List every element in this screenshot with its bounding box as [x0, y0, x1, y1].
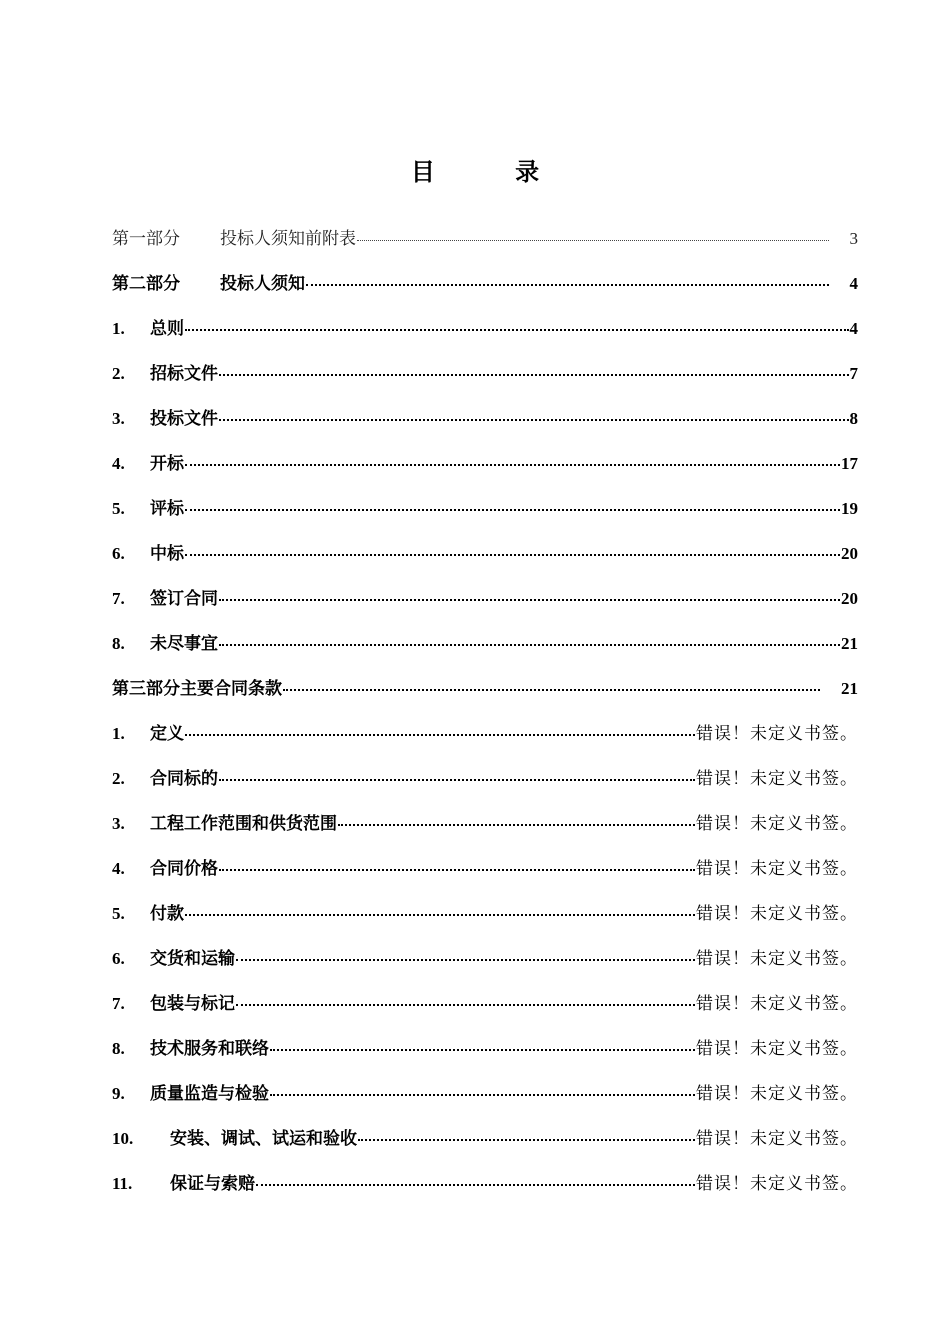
bookmark-error: 错误！未定义书签。: [696, 859, 858, 879]
entry-title: 安装、调试、试运和验收: [170, 1129, 357, 1149]
entry-number: 4.: [112, 454, 125, 473]
toc-part1[interactable]: [112, 224, 858, 269]
page-title: [0, 152, 950, 187]
toc-entry[interactable]: [112, 719, 858, 764]
entry-title: 工程工作范围和供货范围: [150, 814, 337, 834]
dot-leader: [283, 689, 820, 691]
part-label: 第二部分: [112, 274, 180, 294]
part-title: 第三部分主要合同条款: [112, 679, 282, 699]
toc-entry[interactable]: [112, 854, 858, 899]
dot-leader: [219, 599, 840, 601]
dot-leader: [219, 374, 849, 376]
bookmark-error: 错误！未定义书签。: [696, 814, 858, 834]
dot-leader: [185, 914, 695, 916]
entry-number: 2.: [112, 364, 125, 383]
table-of-contents: [112, 224, 858, 1214]
entry-title: 未尽事宜: [150, 634, 218, 654]
toc-entry[interactable]: [112, 1124, 858, 1169]
dot-leader: [338, 824, 695, 826]
entry-title: 包装与标记: [150, 994, 235, 1014]
toc-entry[interactable]: [112, 944, 858, 989]
dot-leader: [219, 779, 695, 781]
dot-leader: [185, 509, 840, 511]
entry-title: 中标: [150, 544, 184, 564]
entry-number: 10.: [112, 1129, 134, 1148]
entry-title: 技术服务和联络: [150, 1039, 269, 1059]
title-char-1: 目: [410, 157, 435, 186]
toc-entry[interactable]: [112, 1034, 858, 1079]
entry-title: 签订合同: [150, 589, 218, 609]
entry-number: 3.: [112, 814, 125, 833]
page-number: 20: [841, 544, 858, 563]
bookmark-error: 错误！未定义书签。: [696, 949, 858, 969]
entry-number: 8.: [112, 1039, 125, 1058]
entry-number: 6.: [112, 544, 125, 563]
page-number: 4: [849, 274, 858, 293]
entry-title: 合同价格: [150, 859, 218, 879]
page-number: 17: [841, 454, 858, 473]
toc-entry[interactable]: [112, 359, 858, 404]
entry-title: 定义: [150, 724, 184, 744]
page-number: 20: [841, 589, 858, 608]
dot-leader: [306, 284, 829, 286]
entry-title: 评标: [150, 499, 184, 519]
toc-entry[interactable]: [112, 809, 858, 854]
entry-number: 5.: [112, 499, 125, 518]
entry-title: 合同标的: [150, 769, 218, 789]
entry-number: 5.: [112, 904, 125, 923]
part-title: 投标人须知前附表: [220, 229, 356, 249]
dot-leader: [185, 554, 840, 556]
toc-entry[interactable]: [112, 629, 858, 674]
entry-title: 总则: [150, 319, 184, 339]
entry-number: 6.: [112, 949, 125, 968]
toc-part3[interactable]: [112, 674, 858, 719]
dot-leader: [270, 1094, 695, 1096]
dot-leader: [358, 1139, 695, 1141]
toc-part2[interactable]: [112, 269, 858, 314]
part-label: 第一部分: [112, 229, 180, 249]
bookmark-error: 错误！未定义书签。: [696, 769, 858, 789]
entry-title: 招标文件: [150, 364, 218, 384]
bookmark-error: 错误！未定义书签。: [696, 904, 858, 924]
toc-entry[interactable]: [112, 449, 858, 494]
entry-number: 4.: [112, 859, 125, 878]
entry-number: 9.: [112, 1084, 125, 1103]
page-number: 7: [849, 364, 858, 383]
entry-title: 开标: [150, 454, 184, 474]
dot-leader: [219, 869, 695, 871]
bookmark-error: 错误！未定义书签。: [696, 1084, 858, 1104]
entry-number: 2.: [112, 769, 125, 788]
toc-entry[interactable]: [112, 539, 858, 584]
dot-leader: [256, 1184, 695, 1186]
entry-number: 1.: [112, 724, 125, 743]
entry-title: 投标文件: [150, 409, 218, 429]
dot-leader: [185, 734, 695, 736]
entry-title: 保证与索赔: [170, 1174, 255, 1194]
bookmark-error: 错误！未定义书签。: [696, 1129, 858, 1149]
bookmark-error: 错误！未定义书签。: [696, 994, 858, 1014]
toc-entry[interactable]: [112, 494, 858, 539]
entry-number: 11.: [112, 1174, 133, 1193]
dot-leader: [219, 644, 840, 646]
page-number: 3: [849, 229, 858, 248]
entry-number: 7.: [112, 994, 125, 1013]
toc-entry[interactable]: [112, 404, 858, 449]
entry-title: 交货和运输: [150, 949, 235, 969]
bookmark-error: 错误！未定义书签。: [696, 1174, 858, 1194]
part-title: 投标人须知: [220, 274, 305, 294]
dot-leader: [236, 1004, 695, 1006]
toc-entry[interactable]: [112, 764, 858, 809]
entry-number: 3.: [112, 409, 125, 428]
entry-title: 付款: [150, 904, 184, 924]
dot-leader: [185, 464, 840, 466]
toc-entry[interactable]: [112, 314, 858, 359]
toc-entry[interactable]: [112, 989, 858, 1034]
entry-title: 质量监造与检验: [150, 1084, 269, 1104]
title-char-2: 录: [515, 157, 540, 186]
dot-leader: [236, 959, 695, 961]
bookmark-error: 错误！未定义书签。: [696, 1039, 858, 1059]
dot-leader: [185, 329, 849, 331]
toc-entry[interactable]: [112, 1169, 858, 1214]
page-number: 21: [841, 679, 858, 698]
entry-number: 8.: [112, 634, 125, 653]
page-number: 4: [849, 319, 858, 338]
page-number: 21: [841, 634, 858, 653]
page-number: 8: [849, 409, 858, 428]
toc-entry[interactable]: [112, 584, 858, 629]
toc-entry[interactable]: [112, 899, 858, 944]
bookmark-error: 错误！未定义书签。: [696, 724, 858, 744]
dot-leader: [270, 1049, 695, 1051]
entry-number: 1.: [112, 319, 125, 338]
page-number: 19: [841, 499, 858, 518]
entry-number: 7.: [112, 589, 125, 608]
dot-leader: [219, 419, 849, 421]
dot-leader: [357, 240, 829, 241]
toc-entry[interactable]: [112, 1079, 858, 1124]
